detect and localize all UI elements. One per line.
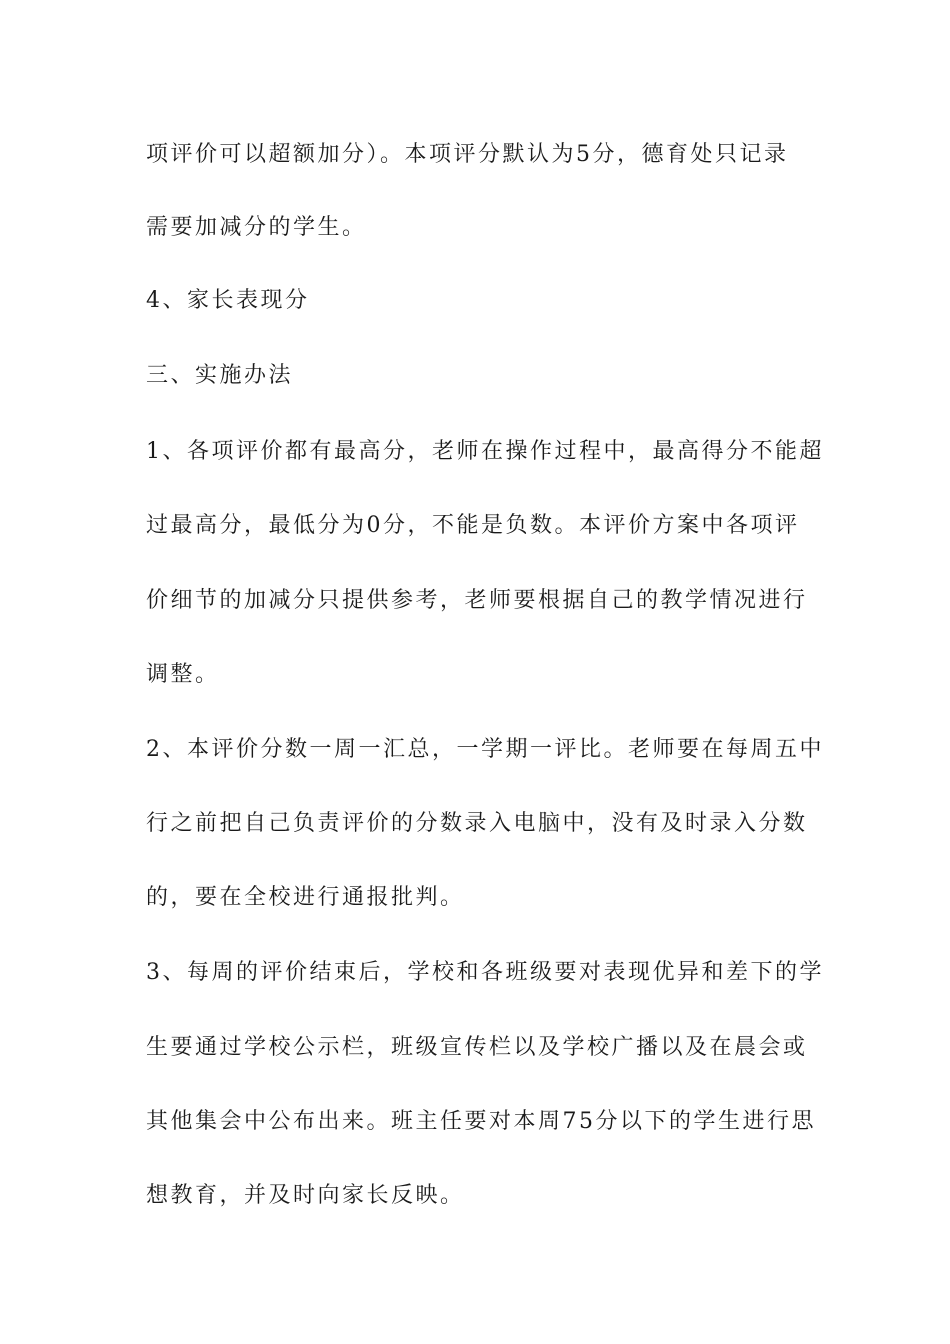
paragraph-line: 生要通过学校公示栏，班级宣传栏以及学校广播以及在晨会或 — [146, 1035, 808, 1060]
paragraph-line: 想教育，并及时向家长反映。 — [146, 1183, 465, 1208]
paragraph-line: 需要加减分的学生。 — [146, 215, 367, 240]
paragraph-line: 其他集会中公布出来。班主任要对本周75分以下的学生进行思 — [146, 1109, 816, 1134]
paragraph-line: 行之前把自己负责评价的分数录入电脑中，没有及时录入分数 — [146, 811, 808, 836]
paragraph-line: 过最高分，最低分为0分，不能是负数。本评价方案中各项评 — [146, 513, 800, 538]
section-heading: 4、家长表现分 — [146, 288, 310, 313]
section-heading: 三、实施办法 — [146, 363, 294, 388]
paragraph-line: 1、各项评价都有最高分，老师在操作过程中，最高得分不能超 — [146, 439, 824, 464]
paragraph-line: 2、本评价分数一周一汇总，一学期一评比。老师要在每周五中 — [146, 737, 824, 762]
paragraph-line: 价细节的加减分只提供参考，老师要根据自己的教学情况进行 — [146, 588, 808, 613]
paragraph-line: 的，要在全校进行通报批判。 — [146, 885, 465, 910]
paragraph-line: 调整。 — [146, 662, 220, 687]
paragraph-line: 3、每周的评价结束后，学校和各班级要对表现优异和差下的学 — [146, 960, 824, 985]
paragraph-line: 项评价可以超额加分）。本项评分默认为5分，德育处只记录 — [146, 142, 789, 167]
